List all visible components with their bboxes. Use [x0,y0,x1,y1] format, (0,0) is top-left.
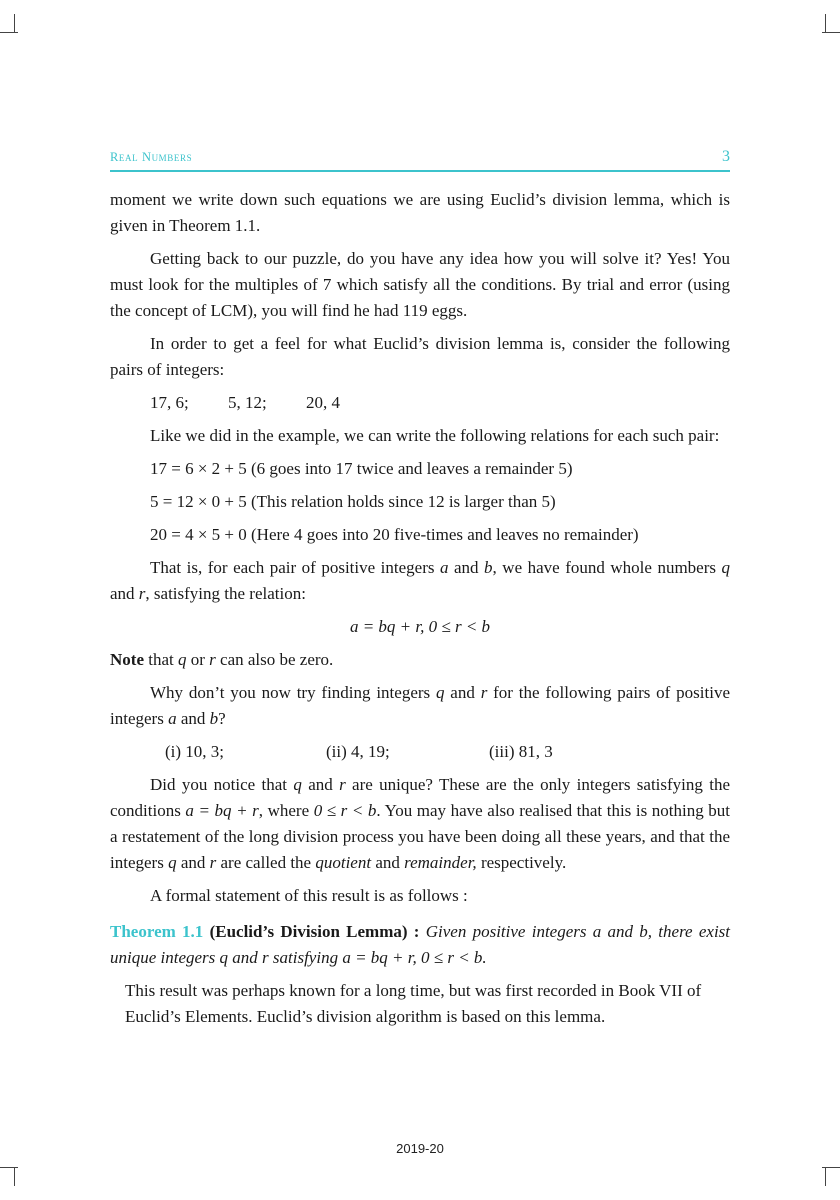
crop-mark [825,1168,826,1186]
relation-line: 17 = 6 × 2 + 5 (6 goes into 17 twice and leaves a remainder 5) [150,459,573,478]
crop-mark [14,14,15,32]
page-content [110,187,730,1030]
header-rule [110,170,730,172]
theorem-name: (Euclid’s Division Lemma) : [203,922,426,941]
crop-mark [825,14,826,32]
theorem-label: Theorem 1.1 [110,922,204,941]
integer-pairs [110,390,730,416]
chapter-title: Real Numbers [110,150,193,164]
note: Note that q or r can also be zero. [110,650,334,669]
exercise-item: (i) 10, 3; [165,742,225,761]
paragraph: A formal statement of this result is as follows : [150,886,468,905]
paragraph: moment we write down such equations we are using Euclid’s division lemma, which is given in Theorem 1.1. [110,190,730,235]
relation-line: 5 = 12 × 0 + 5 (This relation holds since 12 is larger than 5) [150,492,556,511]
pair-item: 5, 12; [228,393,267,412]
paragraph: Getting back to our puzzle, do you have any idea how you will solve it? Yes! You must look for the multiples of 7 which satisfy all the conditions. By trial and error (using the concept of LCM), you will find he had 119 eggs. [110,249,730,320]
paragraph: In order to get a feel for what Euclid’s division lemma is, consider the following pairs of integers: [110,334,730,379]
paragraph: Like we did in the example, we can write the following relations for each such pair: [150,426,720,445]
relation-line: 20 = 4 × 5 + 0 (Here 4 goes into 20 five-times and leaves no remainder) [150,525,639,544]
theorem [110,919,730,971]
pair-item: 20, 4 [306,393,340,412]
crop-mark [0,32,18,33]
remark: This result was perhaps known for a long time, but was first recorded in Book VII of Euclid’s Elements. Euclid’s division algorithm is based on this lemma. [125,981,702,1026]
theorem-text: Given positive integers a and b, there exist unique integers q and r satisfying a = bq + r, 0 ≤ r < b. [110,922,731,967]
pair-item: 17, 6; [150,393,189,412]
crop-mark [0,1167,18,1168]
crop-mark [14,1168,15,1186]
paragraph: Did you notice that q and r are unique? These are the only integers satisfying the conditions a = bq + r, where 0 ≤ r < b. You may have also realised that this is nothing but a restatement of the long division process you have been doing all these years, and that the integers q and r are called the quotient and remainder, respectively. [110,775,731,872]
equation: a = bq + r, 0 ≤ r < b [349,617,491,636]
paragraph: Why don’t you now try finding integers q and r for the following pairs of positive integers a and b? [110,683,730,728]
page-number: 3 [722,148,730,165]
footer-year: 2019-20 [396,1141,444,1156]
exercise-item: (iii) 81, 3 [489,742,553,761]
crop-mark [822,32,840,33]
paragraph: That is, for each pair of positive integers a and b, we have found whole numbers q and r, satisfying the relation: [110,558,730,603]
exercise-item: (ii) 4, 19; [326,742,390,761]
note-label: Note [110,650,144,669]
exercise-parts [110,739,730,765]
